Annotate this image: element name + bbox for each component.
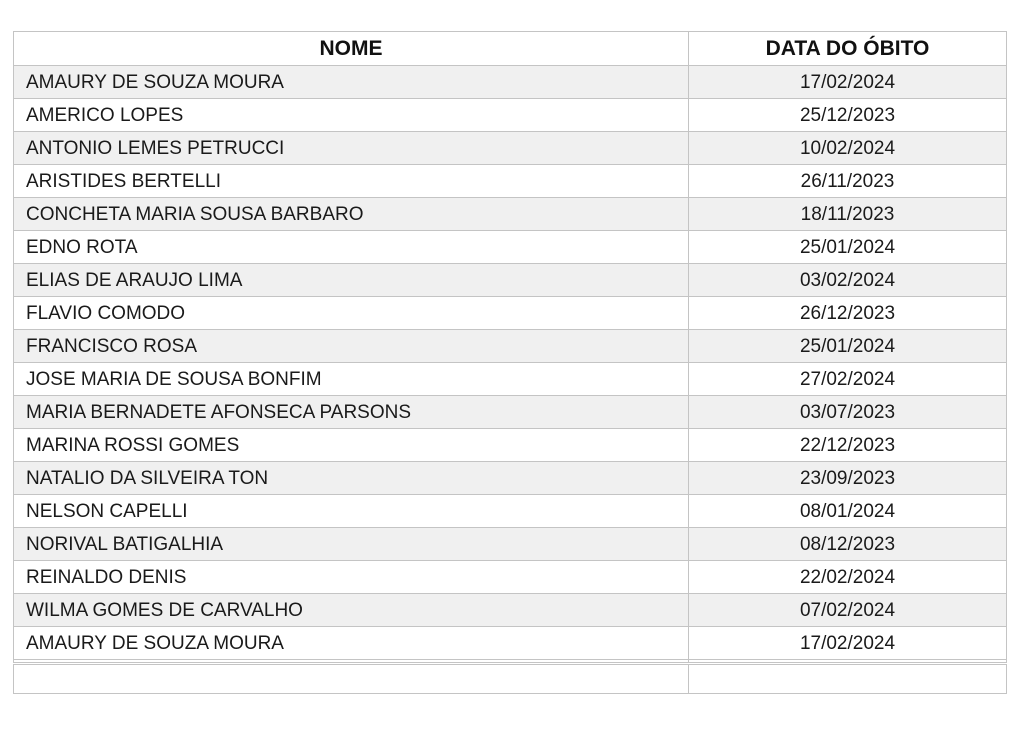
name-cell: AMERICO LOPES	[14, 99, 689, 132]
table-row	[14, 66, 1007, 99]
document-page	[13, 31, 1006, 694]
death-date-cell: 03/07/2023	[689, 396, 1007, 429]
death-date-cell: 07/02/2024	[689, 594, 1007, 627]
table-row	[14, 198, 1007, 231]
obituary-table	[13, 31, 1007, 694]
table-row	[14, 594, 1007, 627]
name-cell: NELSON CAPELLI	[14, 495, 689, 528]
table-row	[14, 99, 1007, 132]
name-cell: JOSE MARIA DE SOUSA BONFIM	[14, 363, 689, 396]
name-cell: AMAURY DE SOUZA MOURA	[14, 627, 689, 660]
empty-name-cell	[14, 664, 689, 694]
death-date-cell: 25/12/2023	[689, 99, 1007, 132]
table-row	[14, 297, 1007, 330]
death-date-cell: 22/02/2024	[689, 561, 1007, 594]
death-date-cell: 23/09/2023	[689, 462, 1007, 495]
table-row	[14, 495, 1007, 528]
table-row	[14, 561, 1007, 594]
table-row	[14, 363, 1007, 396]
table-row	[14, 627, 1007, 660]
name-cell: FRANCISCO ROSA	[14, 330, 689, 363]
column-header-death-date: DATA DO ÓBITO	[689, 32, 1007, 66]
table-header-row	[14, 32, 1007, 66]
death-date-cell: 26/12/2023	[689, 297, 1007, 330]
death-date-cell: 27/02/2024	[689, 363, 1007, 396]
name-cell: REINALDO DENIS	[14, 561, 689, 594]
death-date-cell: 08/12/2023	[689, 528, 1007, 561]
death-date-cell: 17/02/2024	[689, 627, 1007, 660]
death-date-cell: 25/01/2024	[689, 231, 1007, 264]
name-cell: MARIA BERNADETE AFONSECA PARSONS	[14, 396, 689, 429]
death-date-cell: 25/01/2024	[689, 330, 1007, 363]
column-header-name: NOME	[14, 32, 689, 66]
name-cell: FLAVIO COMODO	[14, 297, 689, 330]
table-row	[14, 462, 1007, 495]
name-cell: MARINA ROSSI GOMES	[14, 429, 689, 462]
table-row	[14, 231, 1007, 264]
table-row	[14, 429, 1007, 462]
empty-date-cell	[689, 664, 1007, 694]
death-date-cell: 18/11/2023	[689, 198, 1007, 231]
table-row	[14, 330, 1007, 363]
name-cell: ELIAS DE ARAUJO LIMA	[14, 264, 689, 297]
table-row	[14, 165, 1007, 198]
table-footer-blank	[14, 660, 1007, 694]
empty-row	[14, 664, 1007, 694]
death-date-cell: 03/02/2024	[689, 264, 1007, 297]
death-date-cell: 10/02/2024	[689, 132, 1007, 165]
table-row	[14, 528, 1007, 561]
name-cell: NATALIO DA SILVEIRA TON	[14, 462, 689, 495]
name-cell: AMAURY DE SOUZA MOURA	[14, 66, 689, 99]
name-cell: ANTONIO LEMES PETRUCCI	[14, 132, 689, 165]
death-date-cell: 22/12/2023	[689, 429, 1007, 462]
death-date-cell: 26/11/2023	[689, 165, 1007, 198]
name-cell: EDNO ROTA	[14, 231, 689, 264]
table-row	[14, 264, 1007, 297]
table-row	[14, 396, 1007, 429]
table-row	[14, 132, 1007, 165]
death-date-cell: 08/01/2024	[689, 495, 1007, 528]
table-body	[14, 66, 1007, 660]
name-cell: CONCHETA MARIA SOUSA BARBARO	[14, 198, 689, 231]
name-cell: ARISTIDES BERTELLI	[14, 165, 689, 198]
name-cell: NORIVAL BATIGALHIA	[14, 528, 689, 561]
death-date-cell: 17/02/2024	[689, 66, 1007, 99]
name-cell: WILMA GOMES DE CARVALHO	[14, 594, 689, 627]
